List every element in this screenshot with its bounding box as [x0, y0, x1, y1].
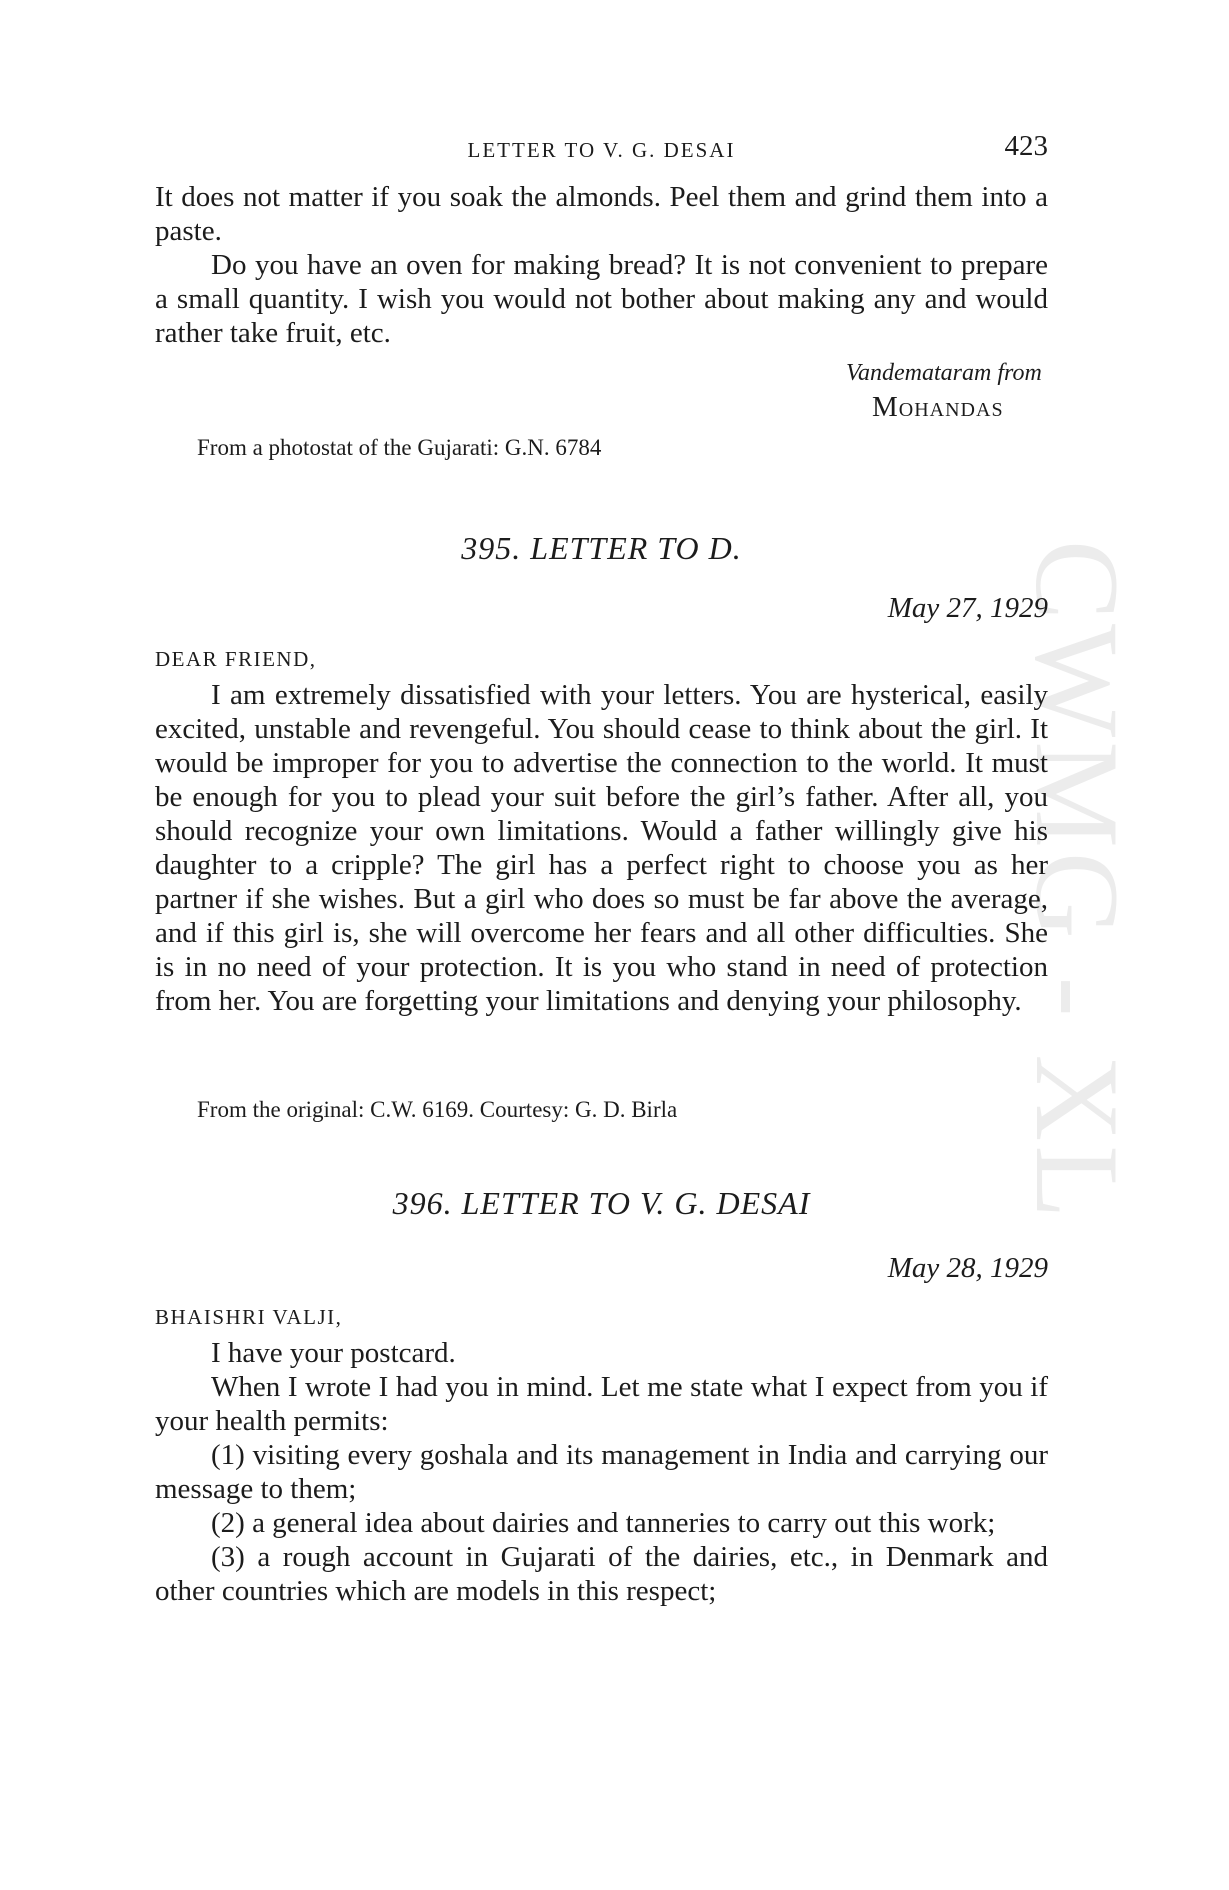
signature: Mohandas — [872, 391, 1004, 423]
list-item: (3) a rough account in Gujarati of the dairies, etc., in Denmark and other countries which are models in this respect; — [155, 1541, 1048, 1607]
letter-396-salutation: BHAISHRI VALJI, — [155, 1305, 343, 1329]
letter-396-date: May 28, 1929 — [887, 1252, 1048, 1284]
letter-395-body — [155, 678, 1048, 1018]
paragraph: I am extremely dissatisfied with your letters. You are hysterical, easily excited, unstable and revengeful. You should cease to think about the girl. It would be improper for you to advertise the connection to the world. It must be enough for you to plead your suit before the girl’s father. After all, you should recognize your own limitations. Would a father willingly give his daughter to a cripple? The girl has a perfect right to choose you as her partner if she wishes. But a girl who does so must be far above the average, and if this girl is, she will overcome her fears and all other difficulties. She is in no need of your protection. It is you who stand in need of protection from her. You are forgetting your limitations and denying your philosophy. — [155, 679, 1048, 1017]
letter-395-salutation: DEAR FRIEND, — [155, 647, 317, 671]
list-item: (1) visiting every goshala and its management in India and carrying our message to them; — [155, 1439, 1048, 1505]
paragraph: I have your postcard. — [211, 1337, 456, 1369]
letter-395-source: From the original: C.W. 6169. Courtesy: G. D. Birla — [197, 1097, 678, 1122]
continued-letter-text — [155, 180, 1048, 350]
paragraph: It does not matter if you soak the almonds. Peel them and grind them into a paste. — [155, 181, 1048, 247]
letter-395-date: May 27, 1929 — [887, 592, 1048, 624]
letter-396-body — [155, 1336, 1048, 1608]
watermark: CWMG - XL — [1011, 540, 1144, 1223]
list-item: (2) a general idea about dairies and tanneries to carry out this work; — [211, 1507, 996, 1539]
letter-396-heading: 396. LETTER TO V. G. DESAI — [392, 1185, 811, 1221]
source-note: From a photostat of the Gujarati: G.N. 6784 — [197, 435, 602, 460]
page-number: 423 — [1004, 130, 1048, 162]
paragraph: Do you have an oven for making bread? It is not convenient to prepare a small quantity. I wish you would not bother about making any and would rather take fruit, etc. — [155, 249, 1048, 349]
letter-395-heading: 395. LETTER TO D. — [461, 530, 742, 566]
paragraph: When I wrote I had you in mind. Let me state what I expect from you if your health permits: — [155, 1371, 1048, 1437]
closing-text: Vandemataram from — [846, 360, 1042, 386]
running-head-title: LETTER TO V. G. DESAI — [467, 138, 736, 162]
running-head — [155, 130, 1048, 170]
